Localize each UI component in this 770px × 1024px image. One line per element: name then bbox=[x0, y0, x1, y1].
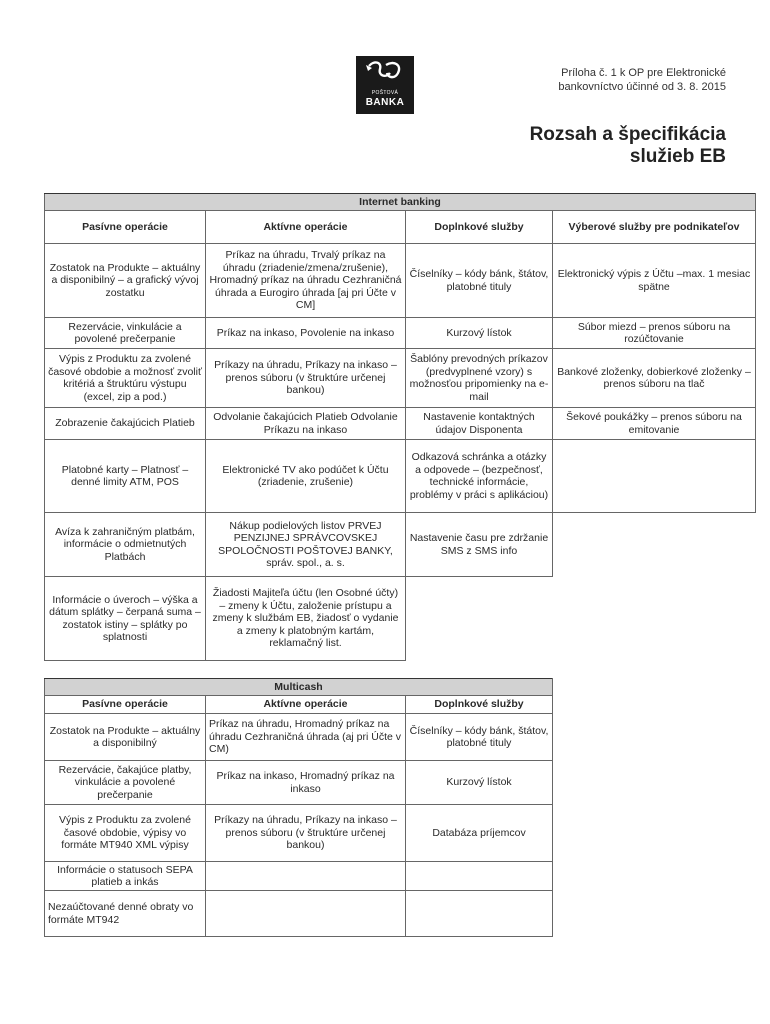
title-line-2: služieb EB bbox=[629, 146, 726, 167]
annex-line-1: Príloha č. 1 k OP pre Elektronické bbox=[561, 67, 726, 79]
table-cell: Nezaúčtované denné obraty vo formáte MT942 bbox=[45, 891, 206, 937]
annex-note bbox=[558, 66, 726, 94]
table-cell: Číselníky – kódy bánk, štátov, platobné tituly bbox=[406, 714, 553, 761]
table-cell: Zobrazenie čakajúcich Platieb bbox=[45, 408, 206, 440]
empty-cell bbox=[553, 577, 756, 661]
table-cell: Rezervácie, vinkulácie a povolené prečerpanie bbox=[45, 318, 206, 349]
internet-banking-table bbox=[44, 193, 756, 661]
table-cell: Výpis z Produktu za zvolené časové obdobie a možnosť zvoliť kritériá a štruktúru výstupu (excel, zip a pod.) bbox=[45, 349, 206, 408]
table-cell: Kurzový lístok bbox=[406, 318, 553, 349]
table-cell: Výpis z Produktu za zvolené časové obdobie, výpisy vo formáte MT940 XML výpisy bbox=[45, 805, 206, 862]
table-row bbox=[45, 761, 553, 805]
table-cell: Platobné karty – Platnosť – denné limity ATM, POS bbox=[45, 440, 206, 513]
table-cell: Odkazová schránka a otázky a odpovede – (bezpečnosť, technické informácie, problémy v práci s aplikáciou) bbox=[406, 440, 553, 513]
table-row bbox=[45, 805, 553, 862]
table-cell: Nastavenie času pre zdržanie SMS z SMS info bbox=[406, 513, 553, 577]
table-cell: Súbor miezd – prenos súboru na rozúčtovanie bbox=[553, 318, 756, 349]
table-cell bbox=[553, 440, 756, 513]
annex-line-2: bankovníctvo účinné od 3. 8. 2015 bbox=[558, 81, 726, 93]
table-cell: Príkaz na inkaso, Hromadný príkaz na inkaso bbox=[206, 761, 406, 805]
column-header: Aktívne operácie bbox=[206, 696, 406, 714]
table-cell bbox=[206, 891, 406, 937]
table-band-title: Multicash bbox=[45, 679, 553, 696]
table-cell: Avíza k zahraničným platbám, informácie o odmietnutých Platbách bbox=[45, 513, 206, 577]
table-band-row bbox=[45, 194, 756, 211]
table-cell: Informácie o statusoch SEPA platieb a inkás bbox=[45, 862, 206, 891]
table-cell: Databáza príjemcov bbox=[406, 805, 553, 862]
table-cell: Odvolanie čakajúcich Platieb Odvolanie Príkazu na inkaso bbox=[206, 408, 406, 440]
table-cell: Nákup podielových listov PRVEJ PENZIJNEJ SPRÁVCOVSKEJ SPOLOČNOSTI POŠTOVEJ BANKY, správ. spol., a. s. bbox=[206, 513, 406, 577]
table-row bbox=[45, 440, 756, 513]
table-header-row bbox=[45, 696, 553, 714]
table-cell bbox=[206, 862, 406, 891]
table-header-row bbox=[45, 211, 756, 244]
table-cell: Informácie o úveroch – výška a dátum splátky – čerpaná suma – zostatok istiny – splátky po splatnosti bbox=[45, 577, 206, 661]
table-cell: Príkazy na úhradu, Príkazy na inkaso – prenos súboru (v štruktúre určenej bankou) bbox=[206, 349, 406, 408]
table-cell: Príkaz na úhradu, Trvalý príkaz na úhradu (zriadenie/zmena/zrušenie), Hromadný príkaz na úhradu Cezhraničná úhrada a Eurogiro úhrada [aj pri Účte v CM] bbox=[206, 244, 406, 318]
column-header: Pasívne operácie bbox=[45, 696, 206, 714]
table-row bbox=[45, 714, 553, 761]
table-cell: Elektronický výpis z Účtu –max. 1 mesiac spätne bbox=[553, 244, 756, 318]
logo-text-large: BANKA bbox=[365, 97, 405, 108]
table-cell: Zostatok na Produkte – aktuálny a disponibilný bbox=[45, 714, 206, 761]
table-cell: Číselníky – kódy bánk, štátov, platobné tituly bbox=[406, 244, 553, 318]
title-line-1: Rozsah a špecifikácia bbox=[529, 124, 726, 145]
table-cell: Elektronické TV ako podúčet k Účtu (zriadenie, zrušenie) bbox=[206, 440, 406, 513]
column-header: Doplnkové služby bbox=[406, 696, 553, 714]
table-cell: Nastavenie kontaktných údajov Disponenta bbox=[406, 408, 553, 440]
column-header: Pasívne operácie bbox=[45, 211, 206, 244]
multicash-table bbox=[44, 678, 553, 937]
empty-cell bbox=[553, 513, 756, 577]
table-row bbox=[45, 891, 553, 937]
table-band-title: Internet banking bbox=[45, 194, 756, 211]
table-cell: Príkaz na úhradu, Hromadný príkaz na úhradu Cezhraničná úhrada (aj pri Účte v CM) bbox=[206, 714, 406, 761]
bank-logo bbox=[356, 56, 414, 114]
page-title bbox=[530, 124, 726, 168]
table-row bbox=[45, 244, 756, 318]
empty-cell bbox=[406, 577, 553, 661]
column-header: Výberové služby pre podnikateľov bbox=[553, 211, 756, 244]
table-cell: Zostatok na Produkte – aktuálny a disponibilný – a grafický vývoj zostatku bbox=[45, 244, 206, 318]
table-cell: Šablóny prevodných príkazov (predvyplnené vzory) s možnosťou pripomienky na e-mail bbox=[406, 349, 553, 408]
table-cell: Šekové poukážky – prenos súboru na emitovanie bbox=[553, 408, 756, 440]
column-header: Aktívne operácie bbox=[206, 211, 406, 244]
table-cell bbox=[406, 862, 553, 891]
table-row bbox=[45, 862, 553, 891]
table-cell: Žiadosti Majiteľa účtu (len Osobné účty) – zmeny k Účtu, založenie prístupu a zmeny k službám EB, žiadosť o vydanie a zmeny k platobným kartám, reklamačný list. bbox=[206, 577, 406, 661]
logo-text-small: POŠTOVÁ bbox=[371, 90, 399, 96]
table-cell: Príkaz na inkaso, Povolenie na inkaso bbox=[206, 318, 406, 349]
table-cell: Rezervácie, čakajúce platby, vinkulácie a povolené prečerpanie bbox=[45, 761, 206, 805]
table-row bbox=[45, 513, 756, 577]
table-band-row bbox=[45, 679, 553, 696]
post-horn-icon bbox=[356, 56, 414, 90]
table-row bbox=[45, 577, 756, 661]
table-cell: Bankové zloženky, dobierkové zloženky – prenos súboru na tlač bbox=[553, 349, 756, 408]
table-row bbox=[45, 349, 756, 408]
table-row bbox=[45, 408, 756, 440]
table-cell: Kurzový lístok bbox=[406, 761, 553, 805]
column-header: Doplnkové služby bbox=[406, 211, 553, 244]
table-cell: Príkazy na úhradu, Príkazy na inkaso – prenos súboru (v štruktúre určenej bankou) bbox=[206, 805, 406, 862]
table-row bbox=[45, 318, 756, 349]
table-cell bbox=[406, 891, 553, 937]
